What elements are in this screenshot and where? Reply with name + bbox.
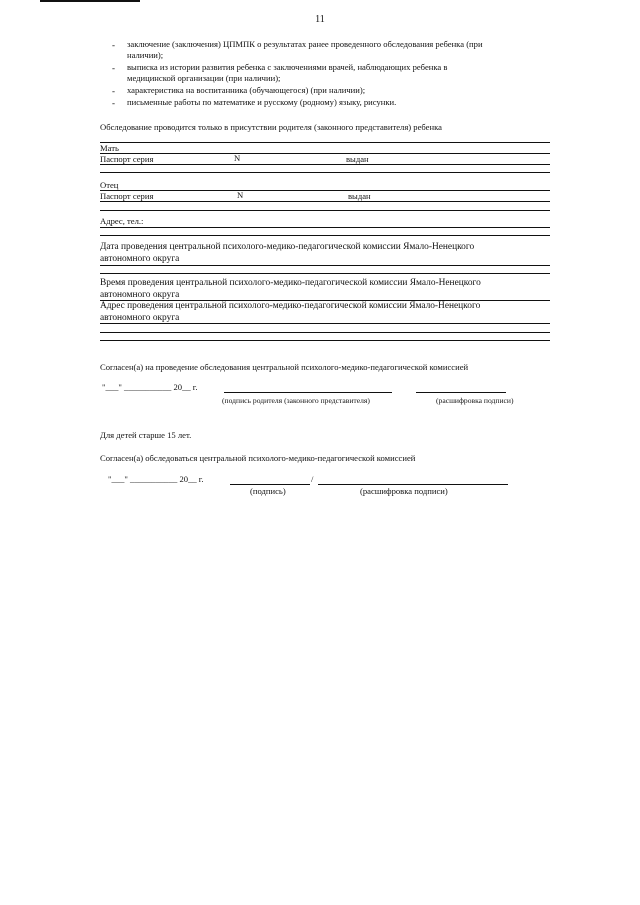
address-label: Адрес, тел.: xyxy=(100,216,144,226)
parent-signature-caption: (подпись родителя (законного представителя) xyxy=(222,396,370,405)
commission-date-line xyxy=(100,265,550,266)
bullet-item-conclusion: заключение (заключения) ЦПМПК о результатах ранее проведенного обследования ребенка (при xyxy=(127,39,483,49)
mother-passport-line xyxy=(100,164,550,165)
bullet-marker: - xyxy=(112,40,115,50)
father-passport-label: Паспорт серия xyxy=(100,191,154,201)
blank-line xyxy=(100,235,550,236)
commission-address-label: Адрес проведения центральной психолого-медико-педагогической комиссии Ямало-Ненецкого xyxy=(100,301,481,311)
father-label: Отец xyxy=(100,180,119,190)
address-line xyxy=(100,227,550,228)
blank-line xyxy=(100,210,550,211)
mother-issued-label: выдан xyxy=(346,154,369,164)
commission-address-line xyxy=(100,323,550,324)
signature-decoding-caption: (расшифровка подписи) xyxy=(436,396,514,405)
bullet-marker: - xyxy=(112,98,115,108)
father-passport-line xyxy=(100,201,550,202)
signature-separator: / xyxy=(311,474,314,484)
father-passport-n-label: N xyxy=(237,190,244,200)
mother-passport-label: Паспорт серия xyxy=(100,154,154,164)
father-issued-label: выдан xyxy=(348,191,371,201)
bullet-item-extract: выписка из истории развития ребенка с заключениями врачей, наблюдающих ребенка в xyxy=(127,62,448,72)
bullet-item-written-works: письменные работы по математике и русскому (родному) языку, рисунки. xyxy=(127,97,397,107)
consent-date-field: "___" ___________ 20__ г. xyxy=(102,382,198,392)
signature-decoding-caption: (расшифровка подписи) xyxy=(360,486,448,496)
bullet-marker: - xyxy=(112,63,115,73)
blank-line xyxy=(100,340,550,341)
intro-text: Обследование проводится только в присутствии родителя (законного представителя) ребенка xyxy=(100,122,442,132)
top-edge-line xyxy=(40,0,140,2)
mother-passport-n-label: N xyxy=(234,153,241,163)
bullet-item-conclusion-cont: наличии); xyxy=(127,50,164,60)
bullet-item-extract-cont: медицинской организации (при наличии); xyxy=(127,73,281,83)
signature-decoding-line xyxy=(318,484,508,485)
bullet-marker: - xyxy=(112,86,115,96)
parent-signature-line xyxy=(224,392,392,393)
signature-caption: (подпись) xyxy=(250,486,286,496)
page-number: 11 xyxy=(315,14,325,25)
mother-name-line xyxy=(100,153,550,154)
mother-label: Мать xyxy=(100,143,119,153)
blank-line xyxy=(100,332,550,333)
blank-line xyxy=(100,273,550,274)
commission-time-label-cont: автономного округа xyxy=(100,290,180,300)
consent-examination-text: Согласен(а) на проведение обследования центральной психолого-медико-педагогической комиссией xyxy=(100,362,469,372)
commission-time-label: Время проведения центральной психолого-медико-педагогической комиссии Ямало-Ненецкого xyxy=(100,278,481,288)
father-name-line xyxy=(100,190,550,191)
consent2-date-field: "___" ___________ 20__ г. xyxy=(108,474,204,484)
bullet-item-characteristic: характеристика на воспитанника (обучающегося) (при наличии); xyxy=(127,85,366,95)
commission-date-label: Дата проведения центральной психолого-медико-педагогической комиссии Ямало-Ненецкого xyxy=(100,242,475,252)
signature-line xyxy=(230,484,310,485)
over-15-heading: Для детей старше 15 лет. xyxy=(100,430,192,440)
commission-address-label-cont: автономного округа xyxy=(100,313,180,323)
consent-self-examination-text: Согласен(а) обследоваться центральной психолого-медико-педагогической комиссией xyxy=(100,453,416,463)
commission-date-label-cont: автономного округа xyxy=(100,254,180,264)
signature-decoding-line xyxy=(416,392,506,393)
blank-line xyxy=(100,172,550,173)
blank-line xyxy=(100,142,550,143)
